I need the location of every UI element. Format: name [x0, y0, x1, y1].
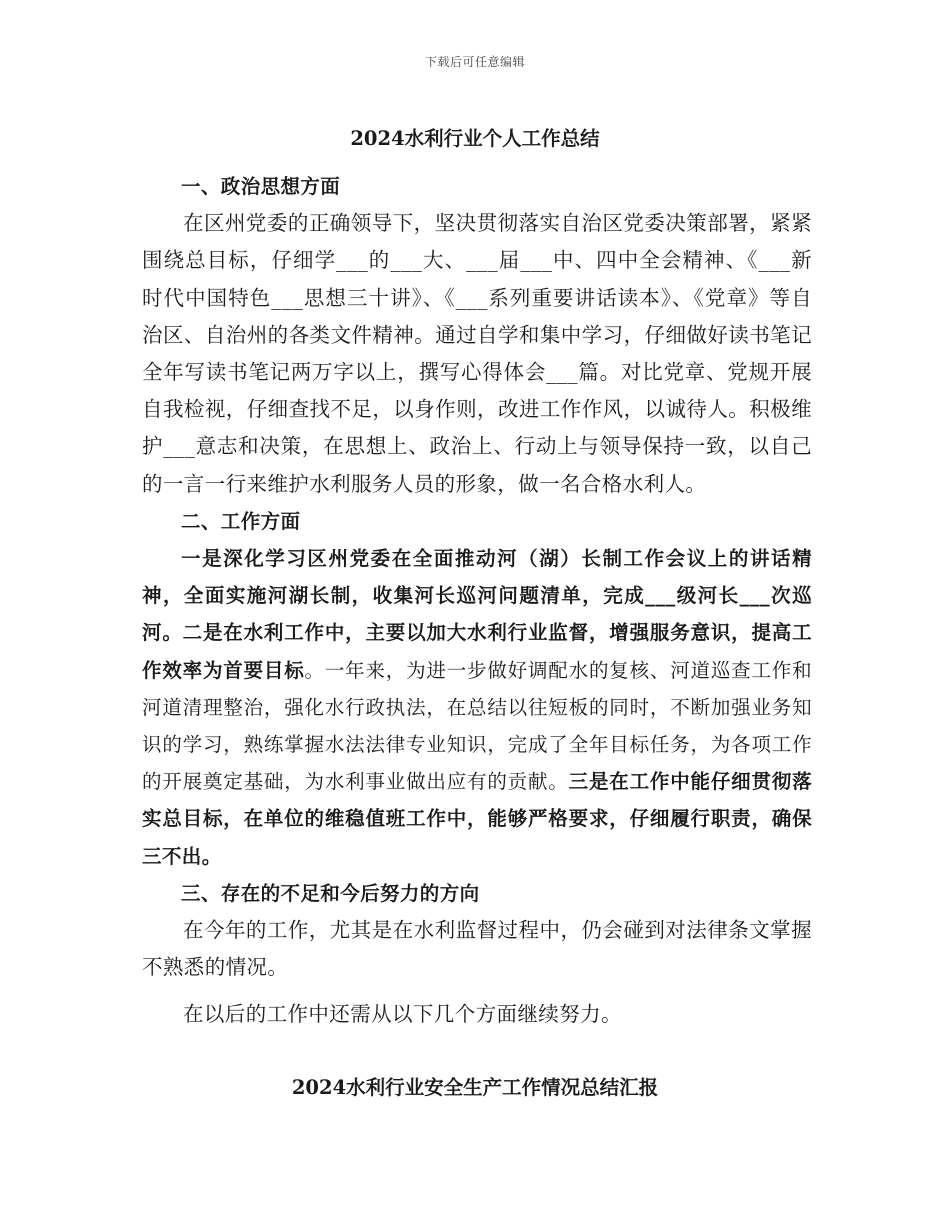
document-body	[142, 168, 812, 1034]
section-heading-political: 一、政治思想方面	[181, 175, 341, 198]
header-note: 下载后可任意编辑	[424, 55, 525, 69]
document-title: 2024水利行业个人工作总结	[350, 127, 600, 150]
section-paragraph-shortcomings: 在今年的工作，尤其是在水利监督过程中，仍会碰到对法律条文掌握不熟悉的情况。	[142, 918, 812, 980]
section-paragraph-political: 在区州党委的正确领导下，坚决贯彻落实自治区党委决策部署，紧紧围绕总目标，仔细学___的___大、___届___中、四中全会精神、《___新时代中国特色___思想三十讲》、《___系列重要讲话读本》、《党章》等自治区、自治州的各类文件精神。通过自学和集中学习，仔细做好读书笔记全年写读书笔记两万字以上，撰写心得体会___篇。对比党章、党规开展自我检视，仔细查找不足，以身作则，改进工作作风，以诚待人。积极维护___意志和决策，在思想上、政治上、行动上与领导保持一致，以自己的一言一行来维护水利服务人员的形象，做一名合格水利人。	[142, 211, 812, 496]
section-heading-work: 二、工作方面	[181, 509, 301, 533]
second-document-title: 2024水利行业安全生产工作情况总结汇报	[291, 1076, 659, 1099]
work-text-normal: 。一年来，为进一步做好调配水的复核、河道巡查工作和河道清理整治，强化水行政执法，在总结以往短板的同时，不断加强业务知识的学习，熟练掌握水法法律专业知识，完成了全年目标任务，为各项工作的开展奠定基础，为水利事业做出应有的贡献。	[142, 658, 812, 794]
work-text-bold-2: 三是在工作中能仔细贯彻落实总目标，在单位的维稳值班工作中，能够严格要求，仔细履行职责，确保三不出。	[142, 770, 812, 868]
section-paragraph-work	[142, 540, 812, 875]
section-heading-shortcomings: 三、存在的不足和今后努力的方向	[181, 881, 480, 905]
work-text-bold-1: 一是深化学习区州党委在全面推动河（湖）长制工作会议上的讲话精神，全面实施河湖长制，收集河长巡河问题清单，完成___级河长___次巡河。二是在水利工作中，主要以加大水利行业监督，增强服务意识，提高工作效率为首要目标	[142, 547, 812, 682]
section-paragraph-future: 在以后的工作中还需从以下几个方面继续努力。	[183, 1002, 622, 1027]
